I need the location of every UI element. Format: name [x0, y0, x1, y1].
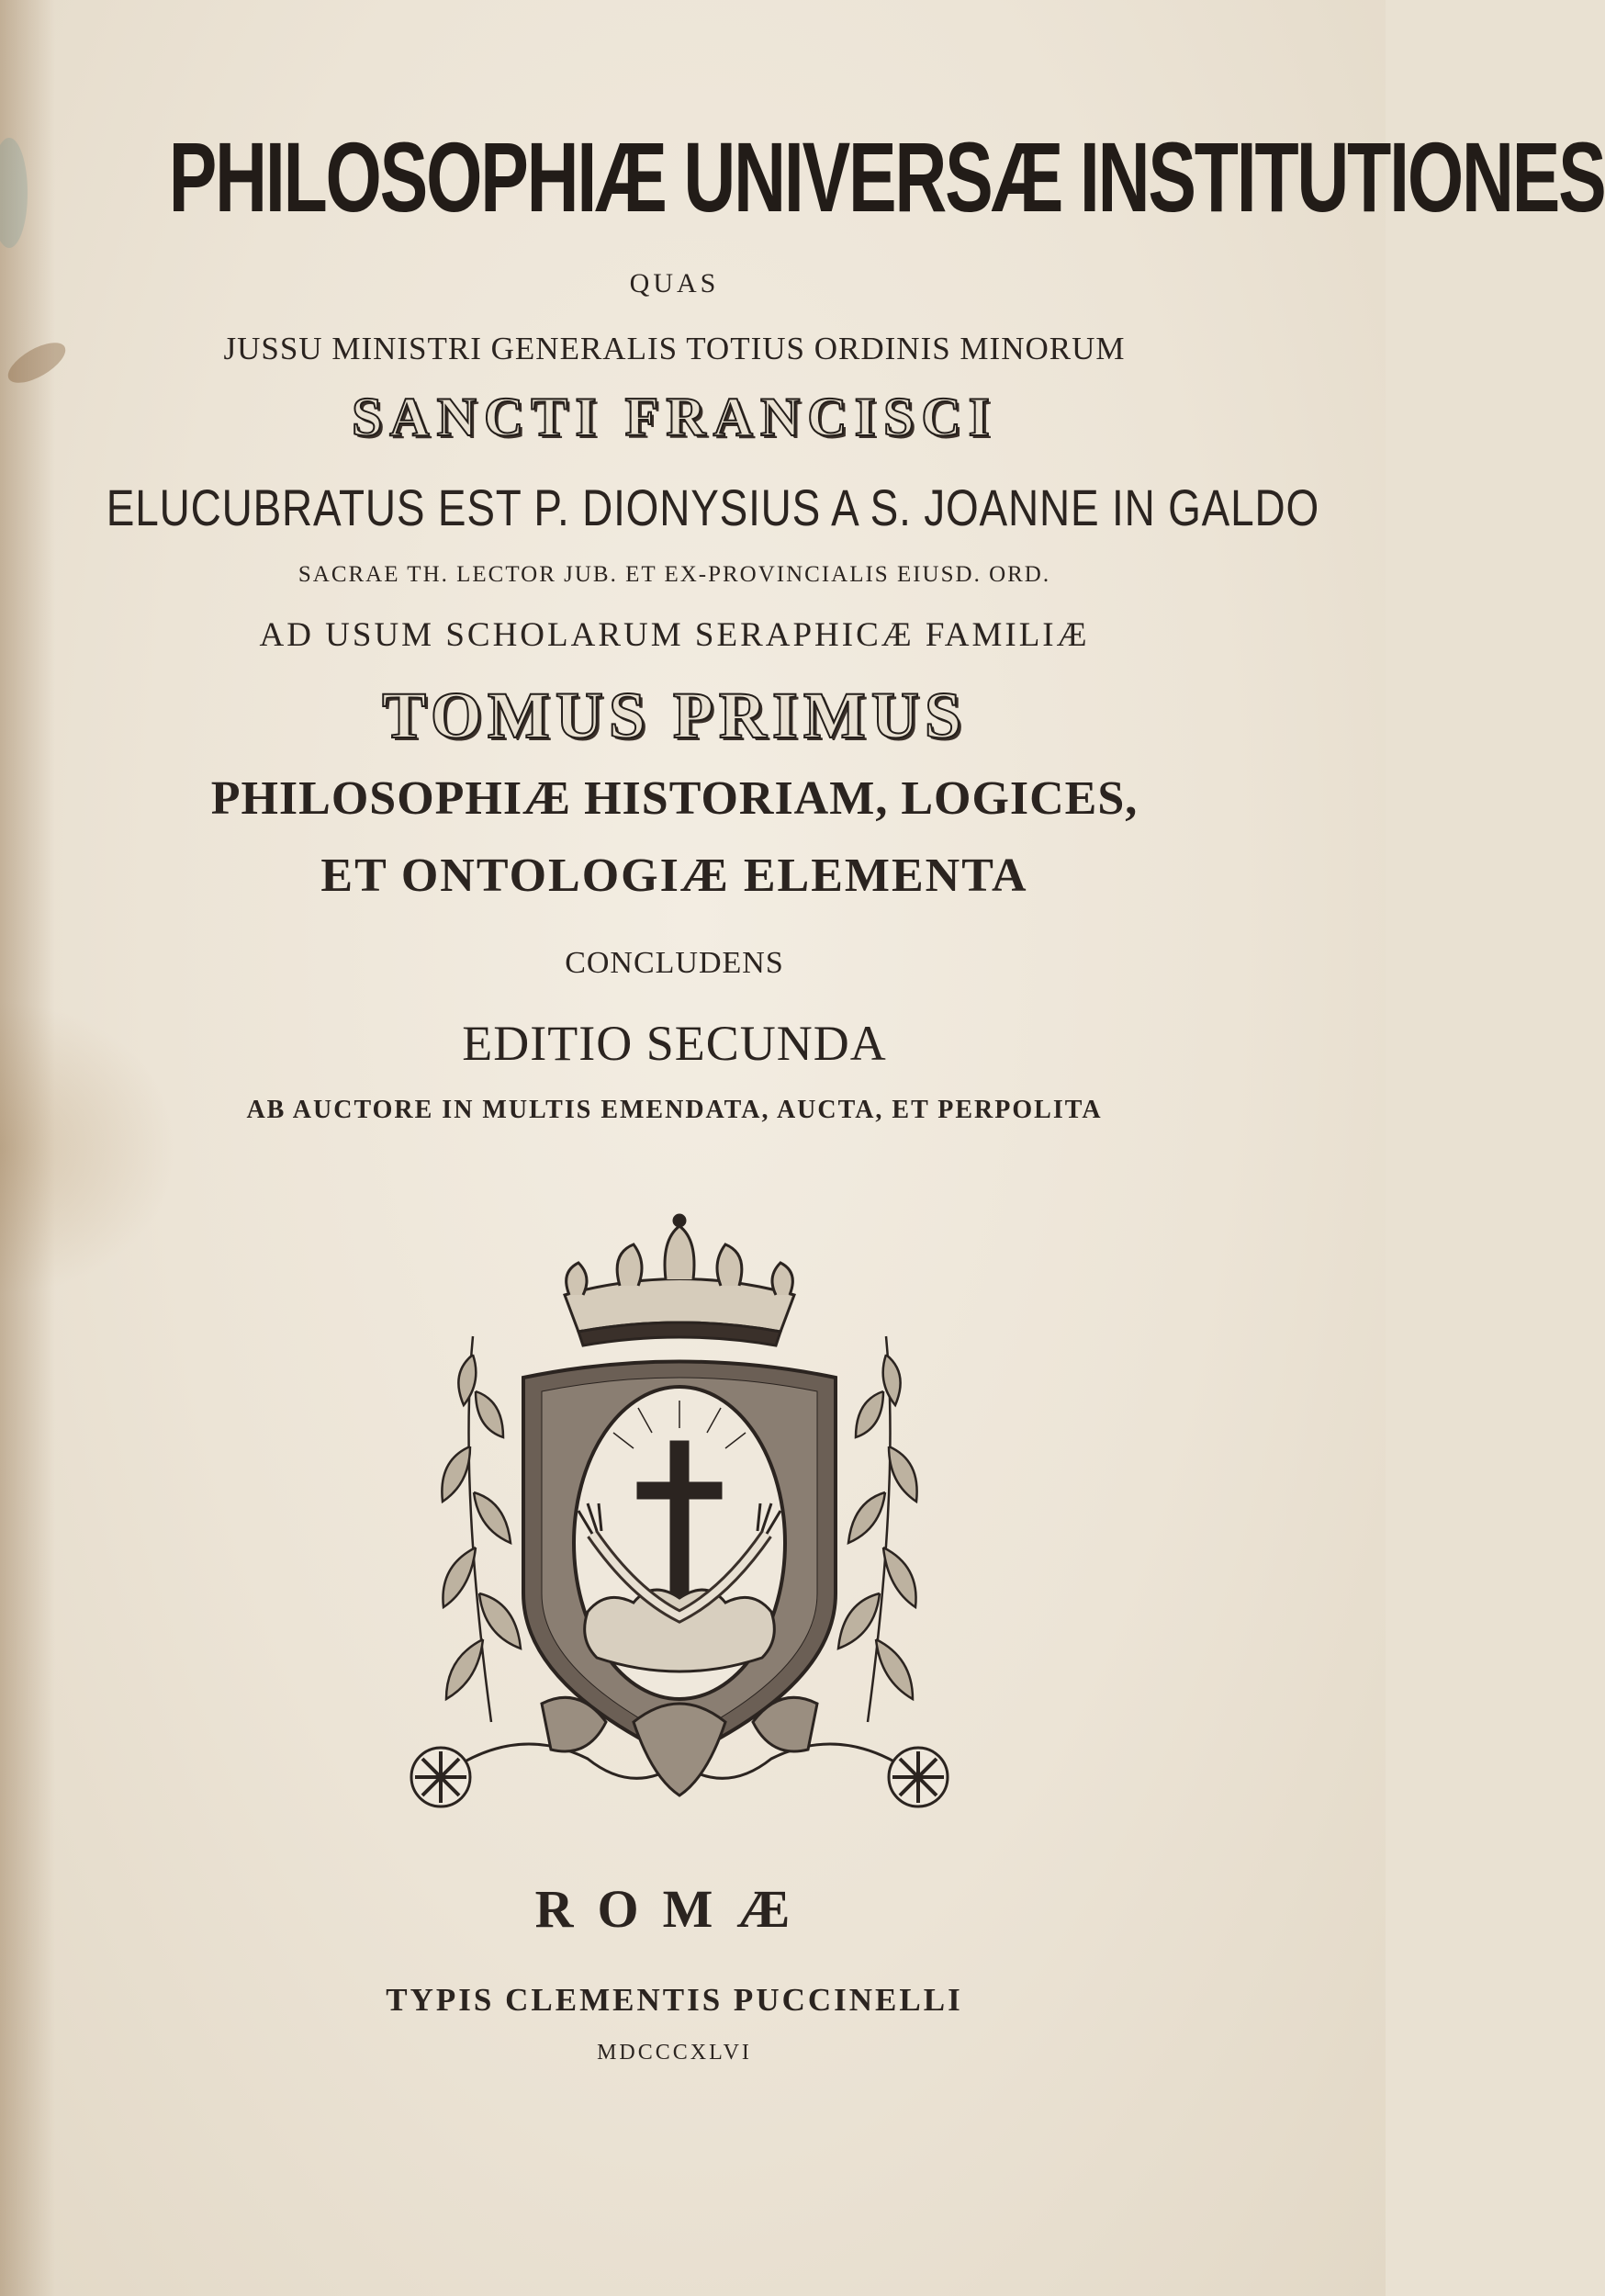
place-of-publication: ROMÆ — [534, 1879, 814, 1939]
sancti-francisci-heading: SANCTI FRANCISCI — [351, 387, 998, 447]
quas-line: QUAS — [629, 268, 720, 298]
crown-icon — [565, 1215, 794, 1345]
ad-usum-line: AD USUM SCHOLARUM SERAPHICÆ FAMILIÆ — [259, 616, 1090, 654]
franciscan-coat-of-arms-icon — [404, 1208, 955, 1823]
contents-line-2: ET ONTOLOGIÆ ELEMENTA — [320, 850, 1028, 902]
author-line: ELUCUBRATUS EST P. DIONYSIUS A S. JOANNE IN GALDO — [106, 478, 1319, 536]
jussu-line: JUSSU MINISTRI GENERALIS TOTIUS ORDINIS MINORUM — [223, 331, 1126, 366]
volume-heading: TOMUS PRIMUS — [382, 679, 967, 752]
printer-line: TYPIS CLEMENTIS PUCCINELLI — [386, 1982, 963, 2018]
rosette-right-icon — [889, 1748, 948, 1806]
scroll-ornament-icon — [441, 1697, 918, 1795]
laurel-branch-right-icon — [838, 1336, 917, 1722]
contents-line-1: PHILOSOPHIÆ HISTORIAM, LOGICES, — [210, 772, 1139, 825]
rosette-left-icon — [411, 1748, 470, 1806]
laurel-branch-left-icon — [442, 1336, 521, 1722]
edition-note: AB AUCTORE IN MULTIS EMENDATA, AUCTA, ET PERPOLITA — [246, 1096, 1103, 1124]
main-title: PHILOSOPHIÆ UNIVERSÆ INSTITUTIONES — [168, 121, 1605, 232]
author-credentials: SACRAE TH. LECTOR JUB. ET EX-PROVINCIALIS EIUSD. ORD. — [297, 562, 1051, 587]
publication-year: MDCCCXLVI — [597, 2041, 752, 2065]
concludens-line: CONCLUDENS — [565, 946, 784, 980]
edition-line: EDITIO SECUNDA — [462, 1016, 887, 1071]
